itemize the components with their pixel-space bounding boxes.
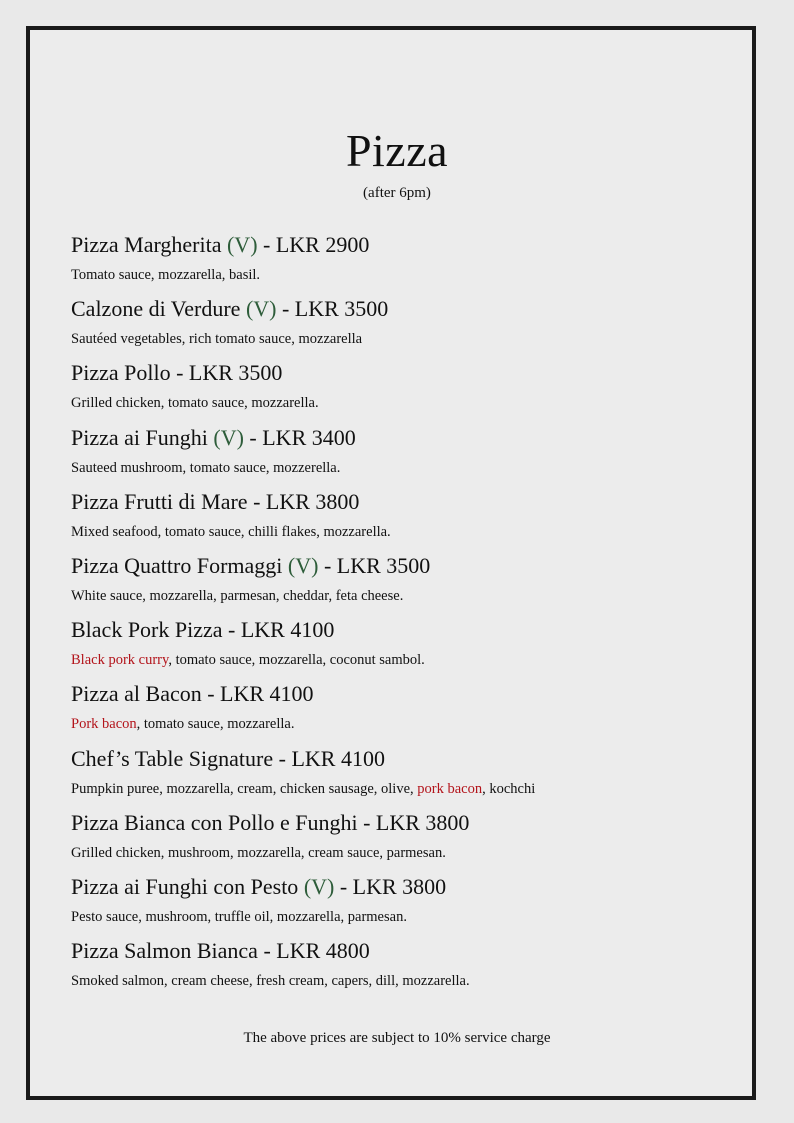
menu-item [71,230,751,294]
service-charge-note: The above prices are subject to 10% service charge [243,1030,551,1046]
item-title [71,679,751,709]
item-description [71,324,751,354]
description-text: Sauteed mushroom, tomato sauce, mozzerella. [71,459,341,476]
menu-item [71,358,751,422]
description-text: Sautéed vegetables, rich tomato sauce, mozzarella [71,331,363,348]
page-subtitle: (after 6pm) [363,185,431,201]
item-name: Pizza Bianca con Pollo e Funghi [71,809,358,835]
description-text: White sauce, mozzarella, parmesan, cheddar, feta cheese. [71,587,404,604]
item-price: - LKR 2900 [257,232,370,257]
menu-item [71,872,751,936]
item-price: - LKR 3800 [247,488,360,514]
item-price: - LKR 3500 [276,296,389,322]
item-price: - LKR 3400 [243,424,356,450]
menu-item [71,936,751,1000]
item-title [71,808,751,838]
item-description [71,517,751,547]
item-price: - LKR 3500 [170,360,283,386]
description-text: Smoked salmon, cream cheese, fresh cream, capers, dill, mozzarella. [71,973,470,990]
item-name: Pizza ai Funghi con Pesto [71,873,304,899]
item-name: Pizza Quattro Formaggi [71,552,288,578]
item-price: - LKR 3800 [334,873,447,899]
item-title [71,230,751,260]
pork-highlight: Pork bacon [71,716,137,733]
item-description [71,838,751,868]
menu-item [71,551,751,615]
menu-item [71,294,751,358]
page-title: Pizza [345,125,449,176]
item-price: - LKR 3500 [318,552,431,578]
pork-highlight: Black pork curry [71,652,169,669]
item-title [71,936,751,966]
item-price: - LKR 3800 [357,809,470,835]
item-description [71,581,751,611]
item-name: Pizza ai Funghi [71,424,214,450]
menu-item [71,615,751,679]
item-title [71,744,751,774]
vegetarian-marker: (V) [287,552,319,578]
item-description [71,966,751,996]
item-title [71,487,751,517]
description-text: , kochchi [482,780,536,797]
description-text: Grilled chicken, tomato sauce, mozzarella. [71,395,319,412]
item-description [71,453,751,483]
item-description [71,902,751,932]
description-text: Pesto sauce, mushroom, truffle oil, mozzarella, parmesan. [71,908,407,925]
menu-list [71,230,751,1000]
item-name: Pizza al Bacon [71,681,202,707]
item-title [71,615,751,645]
item-description [71,645,751,675]
item-description [71,709,751,739]
item-price: - LKR 4100 [273,745,385,771]
item-title [71,423,751,453]
item-title [71,294,751,324]
item-description [71,774,751,804]
item-name: Black Pork Pizza [71,617,223,643]
item-name: Pizza Margherita [71,232,227,257]
item-title [71,872,751,902]
pork-highlight: pork bacon [417,780,483,797]
vegetarian-marker: (V) [226,232,258,257]
menu-item [71,487,751,551]
menu-item [71,808,751,872]
item-description [71,388,751,418]
vegetarian-marker: (V) [303,873,335,899]
description-text: Mixed seafood, tomato sauce, chilli flakes, mozzarella. [71,523,391,540]
description-text: , tomato sauce, mozzarella. [136,716,295,733]
item-price: - LKR 4100 [201,681,314,707]
menu-item [71,423,751,487]
menu-item [71,744,751,808]
item-name: Calzone di Verdure [71,296,246,322]
item-title [71,358,751,388]
vegetarian-marker: (V) [245,296,277,322]
description-text: Tomato sauce, mozzarella, basil. [71,267,261,283]
item-name: Chef’s Table Signature [71,745,274,771]
item-name: Pizza Salmon Bianca [71,938,258,964]
description-text: Pumpkin puree, mozzarella, cream, chicken sausage, olive, [71,780,418,797]
description-text: Grilled chicken, mushroom, mozzarella, cream sauce, parmesan. [71,844,446,861]
item-name: Pizza Frutti di Mare [71,488,248,514]
item-description [71,260,751,290]
item-price: - LKR 4800 [257,938,370,964]
menu-item [71,679,751,743]
description-text: , tomato sauce, mozzarella, coconut sambol. [168,652,425,669]
item-title [71,551,751,581]
item-name: Pizza Pollo [71,360,171,386]
vegetarian-marker: (V) [213,424,244,450]
item-price: - LKR 4100 [222,617,335,643]
